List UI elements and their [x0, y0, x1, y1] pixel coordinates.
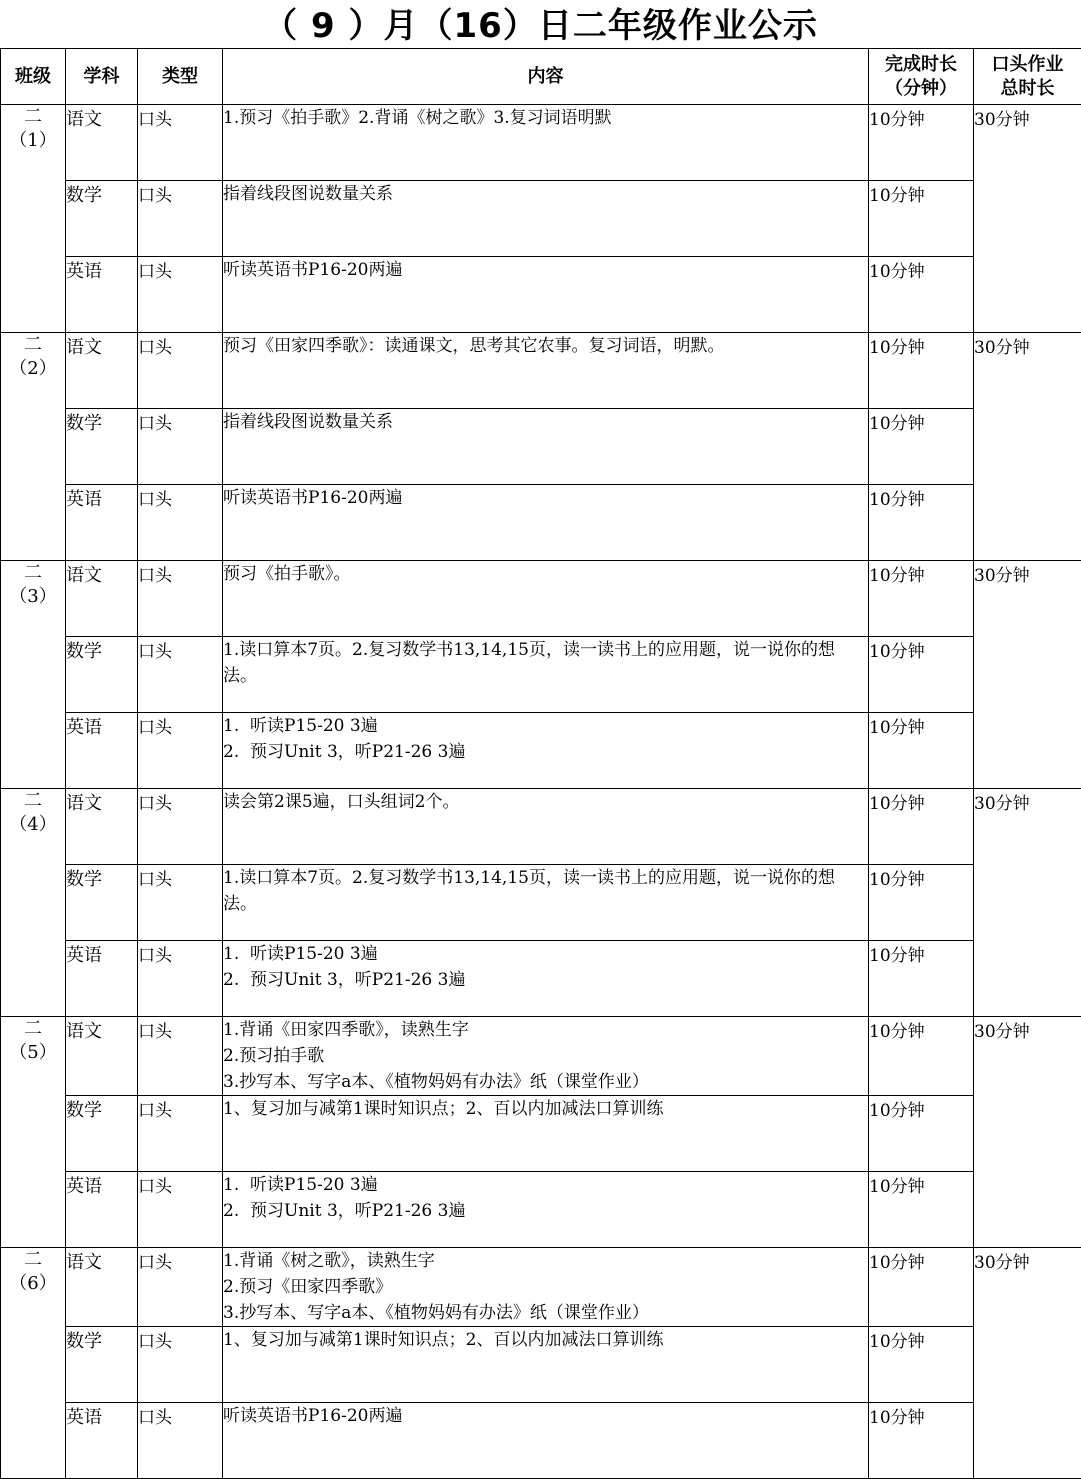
content-cell	[223, 105, 869, 181]
content-line: 1.读口算本7页。2.复习数学书13,14,15页，读一读书上的应用题，说一说你的想法。	[223, 637, 868, 689]
time-cell: 10分钟	[869, 637, 974, 713]
table-row	[1, 713, 1081, 789]
content-line: 3.抄写本、写字a本、《植物妈妈有办法》纸（课堂作业）	[223, 1300, 868, 1326]
content-line: 预习《田家四季歌》：读通课文，思考其它农事。复习词语，明默。	[223, 333, 868, 359]
header-subject: 学科	[66, 49, 138, 105]
table-row	[1, 485, 1081, 561]
table-row	[1, 1017, 1081, 1096]
content-cell	[223, 865, 869, 941]
content-cell	[223, 1248, 869, 1327]
content-line: 1. 听读P15-20 3遍	[223, 1172, 868, 1198]
table-row	[1, 1096, 1081, 1172]
class-cell	[1, 789, 66, 1017]
subject-cell: 数学	[66, 865, 138, 941]
class-grade: 二	[1, 1017, 65, 1041]
class-number: （3）	[1, 585, 65, 609]
content-cell	[223, 789, 869, 865]
total-time-cell: 30分钟	[974, 1017, 1081, 1248]
time-cell: 10分钟	[869, 257, 974, 333]
table-row	[1, 941, 1081, 1017]
content-cell	[223, 941, 869, 1017]
subject-cell: 语文	[66, 1017, 138, 1096]
header-total-line1: 口头作业	[974, 53, 1081, 77]
subject-cell: 英语	[66, 941, 138, 1017]
type-cell: 口头	[138, 333, 223, 409]
content-cell	[223, 561, 869, 637]
content-cell	[223, 637, 869, 713]
content-line: 1、复习加与减第1课时知识点；2、百以内加减法口算训练	[223, 1096, 868, 1122]
time-cell: 10分钟	[869, 865, 974, 941]
subject-cell: 语文	[66, 333, 138, 409]
subject-cell: 英语	[66, 1172, 138, 1248]
time-cell: 10分钟	[869, 1017, 974, 1096]
subject-cell: 语文	[66, 561, 138, 637]
content-cell	[223, 485, 869, 561]
content-line: 1.预习《拍手歌》2.背诵《树之歌》3.复习词语明默	[223, 105, 868, 131]
content-line: 1.读口算本7页。2.复习数学书13,14,15页，读一读书上的应用题，说一说你的想法。	[223, 865, 868, 917]
class-cell	[1, 1248, 66, 1479]
type-cell: 口头	[138, 1403, 223, 1479]
content-line: 1.背诵《田家四季歌》，读熟生字	[223, 1017, 868, 1043]
type-cell: 口头	[138, 485, 223, 561]
subject-cell: 语文	[66, 105, 138, 181]
time-cell: 10分钟	[869, 789, 974, 865]
class-number: （4）	[1, 813, 65, 837]
table-row	[1, 1248, 1081, 1327]
total-time-cell: 30分钟	[974, 1248, 1081, 1479]
time-cell: 10分钟	[869, 105, 974, 181]
type-cell: 口头	[138, 1327, 223, 1403]
class-number: （1）	[1, 129, 65, 153]
table-row	[1, 637, 1081, 713]
content-line: 2. 预习Unit 3，听P21-26 3遍	[223, 967, 868, 993]
type-cell: 口头	[138, 865, 223, 941]
type-cell: 口头	[138, 409, 223, 485]
table-row	[1, 1172, 1081, 1248]
content-cell	[223, 713, 869, 789]
subject-cell: 英语	[66, 257, 138, 333]
content-line: 1、复习加与减第1课时知识点；2、百以内加减法口算训练	[223, 1327, 868, 1353]
content-cell	[223, 1096, 869, 1172]
content-line: 指着线段图说数量关系	[223, 409, 868, 435]
content-line: 2.预习拍手歌	[223, 1043, 868, 1069]
time-cell: 10分钟	[869, 181, 974, 257]
table-row	[1, 409, 1081, 485]
table-row	[1, 1327, 1081, 1403]
time-cell: 10分钟	[869, 1327, 974, 1403]
type-cell: 口头	[138, 181, 223, 257]
content-cell	[223, 1017, 869, 1096]
subject-cell: 语文	[66, 789, 138, 865]
class-number: （5）	[1, 1041, 65, 1065]
table-row	[1, 105, 1081, 181]
content-cell	[223, 333, 869, 409]
content-line: 指着线段图说数量关系	[223, 181, 868, 207]
content-line: 1. 听读P15-20 3遍	[223, 713, 868, 739]
header-class: 班级	[1, 49, 66, 105]
class-number: （2）	[1, 357, 65, 381]
content-line: 2.预习《田家四季歌》	[223, 1274, 868, 1300]
type-cell: 口头	[138, 713, 223, 789]
table-row	[1, 789, 1081, 865]
total-time-cell: 30分钟	[974, 105, 1081, 333]
time-cell: 10分钟	[869, 409, 974, 485]
time-cell: 10分钟	[869, 1248, 974, 1327]
type-cell: 口头	[138, 1017, 223, 1096]
table-body	[1, 105, 1081, 1479]
header-content: 内容	[223, 49, 869, 105]
type-cell: 口头	[138, 105, 223, 181]
type-cell: 口头	[138, 1096, 223, 1172]
total-time-cell: 30分钟	[974, 561, 1081, 789]
subject-cell: 英语	[66, 485, 138, 561]
subject-cell: 数学	[66, 181, 138, 257]
content-line: 听读英语书P16-20两遍	[223, 485, 868, 511]
class-cell	[1, 561, 66, 789]
content-cell	[223, 1327, 869, 1403]
total-time-cell: 30分钟	[974, 333, 1081, 561]
type-cell: 口头	[138, 561, 223, 637]
content-line: 听读英语书P16-20两遍	[223, 1403, 868, 1429]
table-row	[1, 1403, 1081, 1479]
type-cell: 口头	[138, 789, 223, 865]
content-line: 听读英语书P16-20两遍	[223, 257, 868, 283]
type-cell: 口头	[138, 1248, 223, 1327]
subject-cell: 英语	[66, 713, 138, 789]
total-time-cell: 30分钟	[974, 789, 1081, 1017]
type-cell: 口头	[138, 637, 223, 713]
content-line: 2. 预习Unit 3，听P21-26 3遍	[223, 1198, 868, 1224]
time-cell: 10分钟	[869, 1403, 974, 1479]
class-number: （6）	[1, 1272, 65, 1296]
header-time-line1: 完成时长	[869, 53, 973, 77]
type-cell: 口头	[138, 1172, 223, 1248]
subject-cell: 数学	[66, 637, 138, 713]
class-cell	[1, 105, 66, 333]
content-cell	[223, 1403, 869, 1479]
subject-cell: 数学	[66, 409, 138, 485]
subject-cell: 数学	[66, 1327, 138, 1403]
content-line: 1. 听读P15-20 3遍	[223, 941, 868, 967]
table-row	[1, 865, 1081, 941]
class-grade: 二	[1, 333, 65, 357]
content-line: 2. 预习Unit 3，听P21-26 3遍	[223, 739, 868, 765]
time-cell: 10分钟	[869, 1096, 974, 1172]
content-cell	[223, 409, 869, 485]
time-cell: 10分钟	[869, 941, 974, 1017]
time-cell: 10分钟	[869, 485, 974, 561]
header-row	[1, 49, 1081, 105]
homework-table	[0, 48, 1081, 1479]
time-cell: 10分钟	[869, 713, 974, 789]
class-grade: 二	[1, 105, 65, 129]
content-cell	[223, 257, 869, 333]
content-line: 3.抄写本、写字a本、《植物妈妈有办法》纸（课堂作业）	[223, 1069, 868, 1095]
class-cell	[1, 1017, 66, 1248]
table-row	[1, 181, 1081, 257]
header-total-line2: 总时长	[974, 77, 1081, 101]
class-cell	[1, 333, 66, 561]
content-line: 读会第2课5遍，口头组词2个。	[223, 789, 868, 815]
time-cell: 10分钟	[869, 561, 974, 637]
time-cell: 10分钟	[869, 333, 974, 409]
table-row	[1, 333, 1081, 409]
time-cell: 10分钟	[869, 1172, 974, 1248]
type-cell: 口头	[138, 257, 223, 333]
table-row	[1, 257, 1081, 333]
subject-cell: 英语	[66, 1403, 138, 1479]
content-cell	[223, 181, 869, 257]
page-title: （ 9 ）月（16）日二年级作业公示	[0, 0, 1081, 49]
type-cell: 口头	[138, 941, 223, 1017]
header-time	[869, 49, 974, 105]
subject-cell: 语文	[66, 1248, 138, 1327]
class-grade: 二	[1, 789, 65, 813]
content-cell	[223, 1172, 869, 1248]
header-type: 类型	[138, 49, 223, 105]
class-grade: 二	[1, 1248, 65, 1272]
content-line: 1.背诵《树之歌》，读熟生字	[223, 1248, 868, 1274]
content-line: 预习《拍手歌》。	[223, 561, 868, 587]
class-grade: 二	[1, 561, 65, 585]
header-total	[974, 49, 1081, 105]
table-row	[1, 561, 1081, 637]
subject-cell: 数学	[66, 1096, 138, 1172]
header-time-line2: （分钟）	[869, 77, 973, 101]
